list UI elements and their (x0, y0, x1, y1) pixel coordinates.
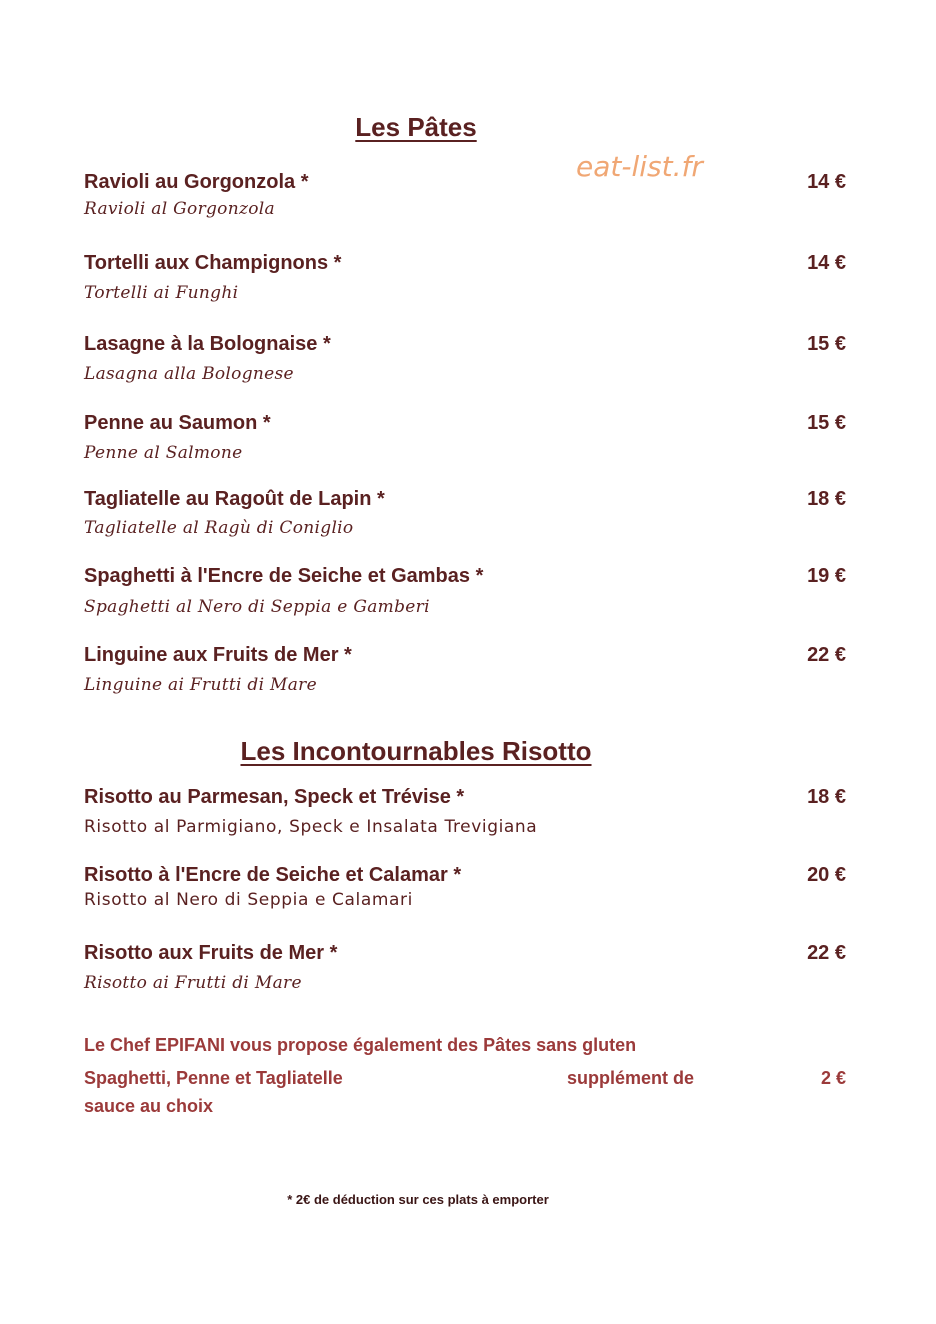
section-title-risotto: Les Incontournables Risotto (240, 736, 592, 766)
menu-item-price: 15 € (807, 333, 846, 355)
menu-item-price: 19 € (807, 565, 846, 587)
menu-item-name: Lasagne à la Bolognaise * (84, 333, 331, 355)
gluten-free-note: Le Chef EPIFANI vous propose également des Pâtes sans gluten (84, 1035, 637, 1055)
watermark: eat-list.fr (576, 150, 703, 183)
menu-item-italian: Ravioli al Gorgonzola (84, 199, 275, 219)
menu-item-italian: Spaghetti al Nero di Seppia e Gamberi (84, 597, 430, 617)
menu-item-italian: Tagliatelle al Ragù di Coniglio (84, 518, 354, 538)
supplement-label: supplément de (567, 1068, 695, 1088)
sauce-note: sauce au choix (84, 1096, 214, 1116)
menu-item-price: 14 € (807, 252, 846, 274)
menu-item-name: Penne au Saumon * (84, 412, 271, 434)
menu-item-name: Tortelli aux Champignons * (84, 252, 342, 274)
menu-item-italian: Tortelli ai Funghi (84, 283, 239, 303)
menu-item-price: 20 € (807, 864, 846, 886)
section-title-pates: Les Pâtes (355, 112, 477, 142)
menu-item-italian: Lasagna alla Bolognese (84, 364, 294, 384)
menu-item-price: 15 € (807, 412, 846, 434)
menu-item-price: 22 € (807, 644, 846, 666)
menu-item-name: Risotto à l'Encre de Seiche et Calamar * (84, 864, 462, 886)
menu-item-price: 22 € (807, 942, 846, 964)
menu-item-price: 18 € (807, 786, 846, 808)
takeaway-footnote: * 2€ de déduction sur ces plats à emporter (287, 1192, 549, 1207)
menu-item-name: Risotto au Parmesan, Speck et Trévise * (84, 786, 465, 808)
menu-item-name: Spaghetti à l'Encre de Seiche et Gambas * (84, 565, 484, 587)
menu-item-name: Tagliatelle au Ragoût de Lapin * (84, 488, 385, 510)
menu-item-price: 18 € (807, 488, 846, 510)
supplement-price: 2 € (820, 1068, 846, 1088)
menu-item-italian: Penne al Salmone (84, 443, 243, 463)
menu-item-price: 14 € (807, 171, 846, 193)
menu-item-italian: Risotto al Nero di Seppia e Calamari (84, 890, 413, 910)
menu-item-name: Risotto aux Fruits de Mer * (84, 942, 338, 964)
menu-item-italian: Risotto al Parmigiano, Speck e Insalata Trevigiana (84, 817, 538, 837)
menu-item-italian: Risotto ai Frutti di Mare (84, 973, 302, 993)
menu-item-italian: Linguine ai Frutti di Mare (84, 675, 317, 695)
menu-item-name: Ravioli au Gorgonzola * (84, 171, 309, 193)
gluten-free-pastas: Spaghetti, Penne et Tagliatelle (84, 1068, 343, 1088)
menu-item-name: Linguine aux Fruits de Mer * (84, 644, 352, 666)
